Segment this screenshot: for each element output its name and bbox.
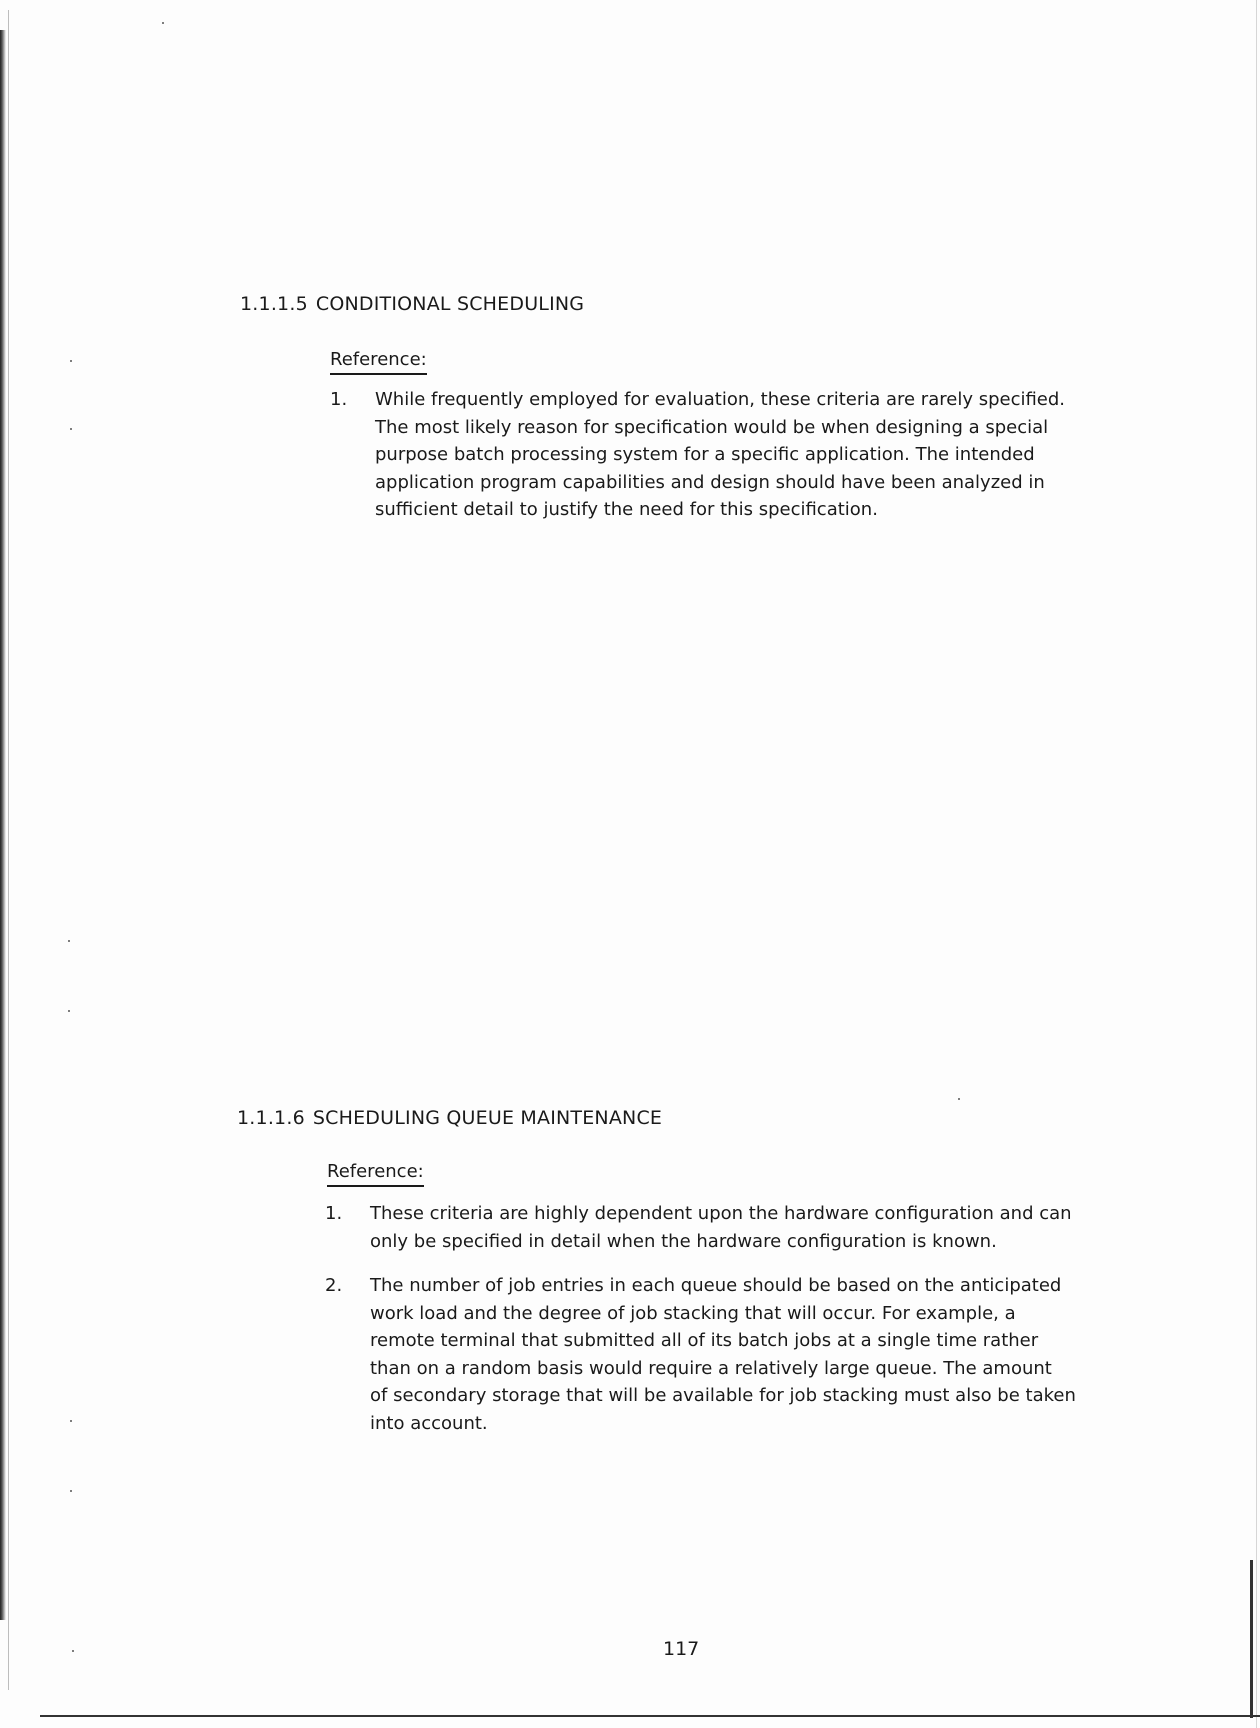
scan-speck [68,1010,70,1012]
scan-edge-left [0,30,6,1620]
scan-edge-bottom [40,1715,1260,1717]
list-item-marker: 2. [325,1275,343,1296]
reference-label: Reference: [327,1161,424,1187]
scan-speck [70,360,72,362]
section-heading [240,293,584,315]
section-heading [237,1107,662,1129]
list-item-marker: 1. [330,389,348,410]
section-title: CONDITIONAL SCHEDULING [315,293,585,315]
page-number: 117 [663,1638,700,1660]
scan-speck [70,1420,72,1422]
scan-edge-right [1250,1560,1253,1718]
list-item-text: The number of job entries in each queue should be based on the anticipated work load and the degree of job stacking that will occur. For example, a remote terminal that submitted all of its batch jobs at a single time rather than on a random basis would require a relatively large queue. The amount of secondary storage that will be available for job stacking must also be taken into account. [370,1275,1076,1434]
scan-speck [68,940,70,942]
list-item-text: These criteria are highly dependent upon the hardware configuration and can only be specified in detail when the hardware configuration is known. [370,1203,1072,1252]
section-number: 1.1.1.6 [237,1107,305,1129]
list-item [330,386,1150,526]
list-item-text: While frequently employed for evaluation, these criteria are rarely specified. The most likely reason for specification would be when designing a special purpose batch processing system for a specific application. The intended application program capabilities and design should have been analyzed in sufficient detail to justify the need for this specification. [375,389,1066,520]
scan-edge-right-line [1256,0,1257,1728]
list-item-marker: 1. [325,1203,343,1224]
scan-edge-left-line [8,10,9,1690]
scan-speck [958,1098,960,1100]
scan-speck [70,1490,72,1492]
reference-label: Reference: [330,349,427,375]
list-item [325,1272,1145,1442]
scan-speck [162,22,164,24]
list-item [325,1200,1145,1260]
section-title: SCHEDULING QUEUE MAINTENANCE [312,1107,663,1129]
scan-speck [70,428,72,430]
section-number: 1.1.1.5 [240,293,308,315]
scan-speck [72,1650,74,1652]
